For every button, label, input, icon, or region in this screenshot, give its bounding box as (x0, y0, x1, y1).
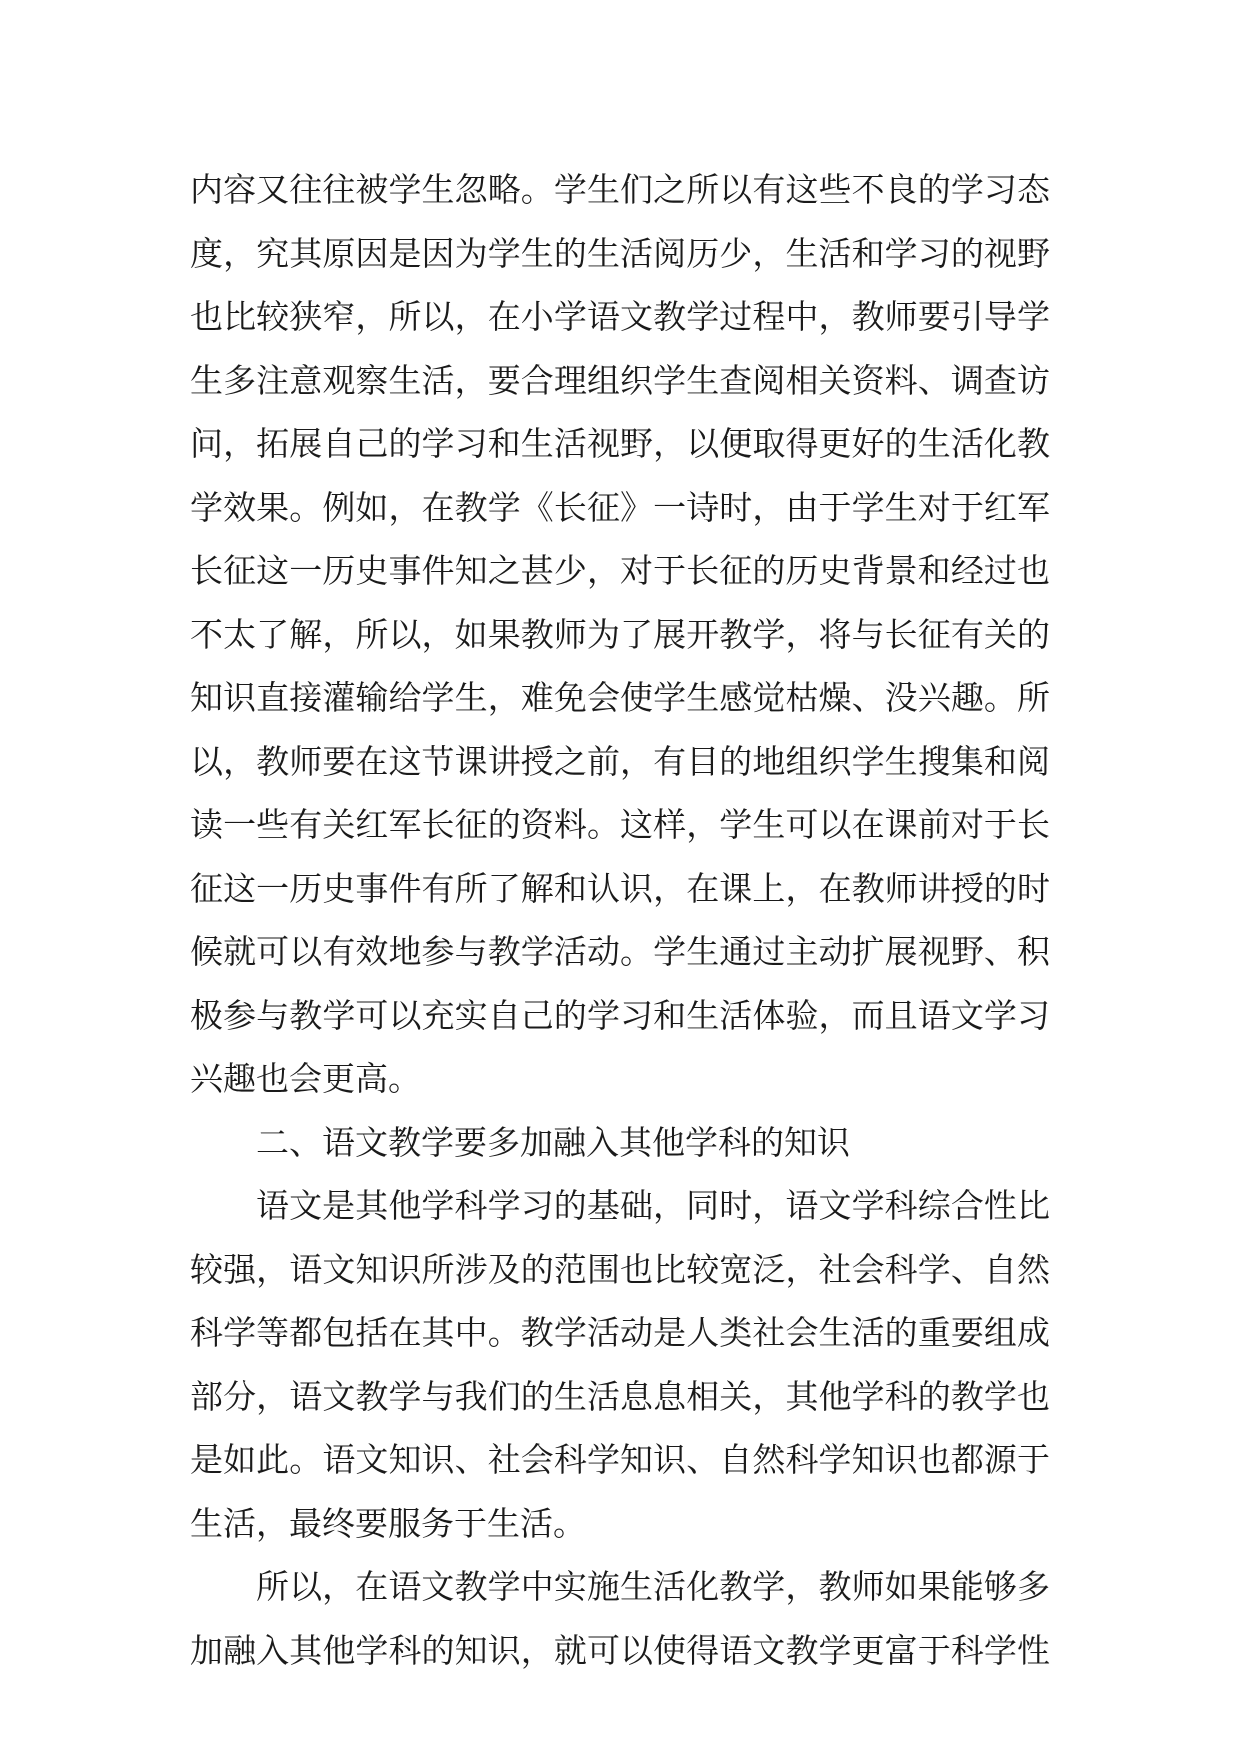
paragraph-line: 加融入其他学科的知识，就可以使得语文教学更富于科学性 (190, 1630, 1050, 1670)
paragraph-line: 长征这一历史事件知之甚少，对于长征的历史背景和经过也 (190, 551, 1050, 590)
paragraph-line: 生多注意观察生活，要合理组织学生查阅相关资料、调查访 (190, 360, 1050, 400)
paragraph-line: 不太了解，所以，如果教师为了展开教学，将与长征有关的 (190, 614, 1050, 654)
paragraph-line: 学效果。例如，在教学《长征》一诗时，由于学生对于红军 (190, 487, 1050, 527)
paragraph-line: 也比较狭窄，所以，在小学语文教学过程中，教师要引导学 (190, 297, 1050, 336)
paragraph-line: 读一些有关红军长征的资料。这样，学生可以在课前对于长 (190, 805, 1050, 844)
paragraph-line: 度，究其原因是因为学生的生活阅历少，生活和学习的视野 (190, 233, 1050, 273)
paragraph-line: 候就可以有效地参与教学活动。学生通过主动扩展视野、积 (190, 932, 1050, 971)
paragraph-line: 知识直接灌输给学生，难免会使学生感觉枯燥、没兴趣。所 (190, 678, 1050, 717)
paragraph-line: 内容又往往被学生忽略。学生们之所以有这些不良的学习态 (190, 170, 1050, 209)
paragraph-line: 生活，最终要服务于生活。 (190, 1503, 586, 1543)
document-body (190, 158, 1050, 1682)
paragraph-line: 科学等都包括在其中。教学活动是人类社会生活的重要组成 (190, 1313, 1050, 1352)
paragraph-line: 兴趣也会更高。 (190, 1059, 421, 1098)
paragraph-line: 极参与教学可以充实自己的学习和生活体验，而且语文学习 (190, 995, 1050, 1035)
paragraph-line: 是如此。语文知识、社会科学知识、自然科学知识也都源于 (190, 1440, 1050, 1479)
paragraph-line: 所以，在语文教学中实施生活化教学，教师如果能够多 (256, 1567, 1050, 1606)
paragraph-line: 语文是其他学科学习的基础，同时，语文学科综合性比 (256, 1186, 1050, 1225)
section-heading: 二、语文教学要多加融入其他学科的知识 (256, 1122, 850, 1162)
paragraph-line: 问，拓展自己的学习和生活视野，以便取得更好的生活化教 (190, 424, 1050, 463)
paragraph-line: 部分，语文教学与我们的生活息息相关，其他学科的教学也 (190, 1376, 1050, 1416)
paragraph-line: 征这一历史事件有所了解和认识，在课上，在教师讲授的时 (190, 868, 1050, 908)
paragraph-line: 较强，语文知识所涉及的范围也比较宽泛，社会科学、自然 (190, 1249, 1050, 1289)
paragraph-line: 以，教师要在这节课讲授之前，有目的地组织学生搜集和阅 (190, 741, 1050, 781)
